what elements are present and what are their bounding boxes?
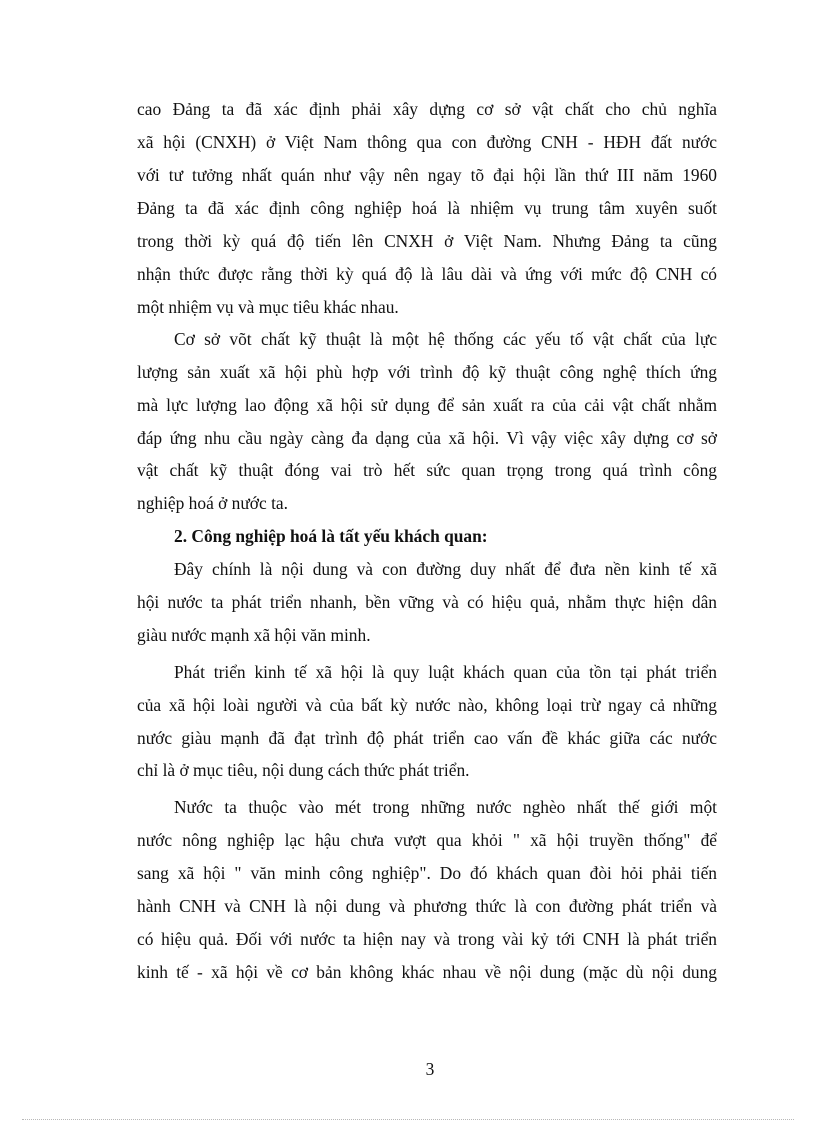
page-number: 3 (425, 1059, 435, 1079)
paragraph-3-line-3: giàu nước mạnh xã hội văn minh. (137, 625, 371, 645)
paragraph-2-line-6: nghiệp hoá ở nước ta. (137, 493, 288, 513)
page-bottom-border (22, 1119, 794, 1120)
paragraph-4-line-3: nước giàu mạnh đã đạt trình độ phát triển cao vấn đề khác giữa các nước (137, 728, 717, 748)
paragraph-5-line-2: nước nông nghiệp lạc hậu chưa vượt qua khỏi " xã hội truyền thống" để (137, 830, 717, 850)
paragraph-3-line-1: Đây chính là nội dung và con đường duy nhất để đưa nền kinh tế xã (174, 559, 717, 579)
paragraph-5-line-4: hành CNH và CNH là nội dung và phương thức là con đường phát triển và (137, 896, 717, 916)
paragraph-4-line-1: Phát triển kinh tế xã hội là quy luật khách quan của tồn tại phát triển (174, 662, 717, 682)
paragraph-2-line-3: mà lực lượng lao động xã hội sử dụng để sản xuất ra của cải vật chất nhằm (137, 395, 717, 415)
paragraph-1-line-3: với tư tưởng nhất quán như vậy nên ngay tõ đại hội lần thứ III năm 1960 (137, 165, 717, 185)
paragraph-5-line-5: có hiệu quả. Đối với nước ta hiện nay và trong vài kỷ tới CNH là phát triển (137, 929, 717, 949)
paragraph-2-line-5: vật chất kỹ thuật đóng vai trò hết sức quan trọng trong quá trình công (137, 460, 717, 480)
paragraph-2-line-4: đáp ứng nhu cầu ngày càng đa dạng của xã hội. Vì vậy việc xây dựng cơ sở (137, 428, 717, 448)
paragraph-1-line-5: trong thời kỳ quá độ tiến lên CNXH ở Việt Nam. Nhưng Đảng ta cũng (137, 231, 717, 251)
paragraph-3-line-2: hội nước ta phát triển nhanh, bền vững và có hiệu quả, nhằm thực hiện dân (137, 592, 717, 612)
paragraph-2-line-2: lượng sản xuất xã hội phù hợp với trình độ kỹ thuật công nghệ thích ứng (137, 362, 717, 382)
paragraph-4-line-2: của xã hội loài người và của bất kỳ nước nào, không loại trừ ngay cả những (137, 695, 717, 715)
section-heading: 2. Công nghiệp hoá là tất yếu khách quan: (174, 526, 488, 546)
paragraph-1-line-1: cao Đảng ta đã xác định phải xây dựng cơ sở vật chất cho chủ nghĩa (137, 99, 717, 119)
paragraph-5-line-3: sang xã hội " văn minh công nghiệp". Do đó khách quan đòi hỏi phải tiến (137, 863, 717, 883)
paragraph-1-line-4: Đảng ta đã xác định công nghiệp hoá là nhiệm vụ trung tâm xuyên suốt (137, 198, 717, 218)
paragraph-2-line-1: Cơ sở võt chất kỹ thuật là một hệ thống các yếu tố vật chất của lực (174, 329, 717, 349)
paragraph-1-line-2: xã hội (CNXH) ở Việt Nam thông qua con đường CNH - HĐH đất nước (137, 132, 717, 152)
paragraph-1-line-7: một nhiệm vụ và mục tiêu khác nhau. (137, 297, 399, 317)
paragraph-1-line-6: nhận thức được rằng thời kỳ quá độ là lâu dài và ứng với mức độ CNH có (137, 264, 717, 284)
paragraph-5-line-6: kinh tế - xã hội về cơ bản không khác nhau về nội dung (mặc dù nội dung (137, 962, 717, 982)
paragraph-4-line-4: chỉ là ở mục tiêu, nội dung cách thức phát triển. (137, 760, 470, 780)
paragraph-5-line-1: Nước ta thuộc vào mét trong những nước nghèo nhất thế giới một (174, 797, 717, 817)
